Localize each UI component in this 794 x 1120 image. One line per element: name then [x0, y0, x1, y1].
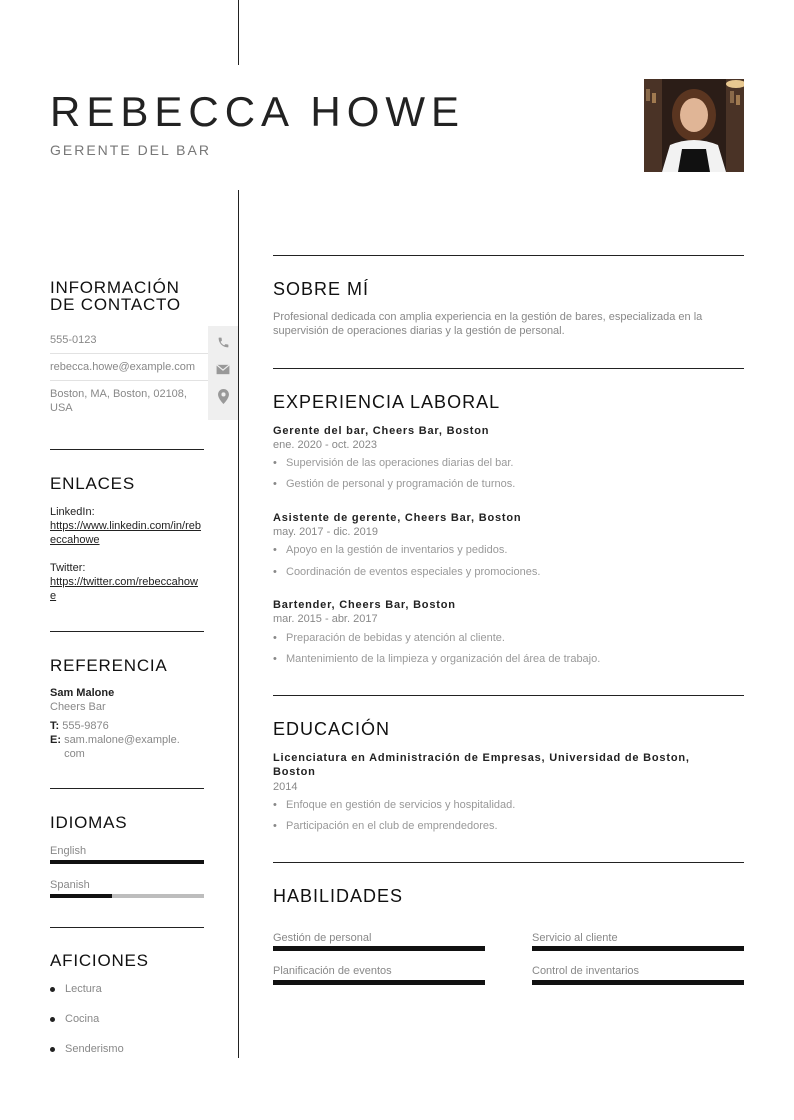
section-divider — [50, 449, 204, 450]
candidate-name: REBECCA HOWE — [50, 88, 466, 135]
about-text: Profesional dedicada con amplia experiencia en la gestión de bares, especializada en la supervisión de operaciones diarias y la gestión de personal. — [273, 311, 703, 337]
education-year: 2014 — [273, 781, 298, 793]
section-divider — [273, 695, 744, 696]
skill-label: Planificación de eventos — [273, 965, 392, 977]
job-bullet: • Supervisión de las operaciones diarias del bar. — [273, 457, 514, 469]
language-spanish-bar — [50, 894, 204, 898]
education-section-title: EDUCACIÓN — [273, 719, 391, 739]
about-section-title: SOBRE MÍ — [273, 279, 370, 299]
education-degree: Licenciatura en Administración de Empresas, Universidad de Boston, Boston — [273, 752, 690, 778]
section-divider — [273, 862, 744, 863]
contact-icon-column — [208, 326, 238, 420]
job-title: Bartender, Cheers Bar, Boston — [273, 599, 456, 611]
contact-section-title: INFORMACIÓN DE CONTACTO — [50, 278, 181, 314]
job-bullet: • Apoyo en la gestión de inventarios y pedidos. — [273, 544, 508, 556]
contact-phone: 555-0123 — [50, 334, 97, 346]
skill-bar — [273, 980, 485, 985]
reference-name: Sam Malone — [50, 687, 115, 699]
linkedin-link[interactable]: https://www.linkedin.com/in/rebeccahowe — [50, 520, 202, 546]
phone-icon — [208, 328, 238, 356]
skill-label: Control de inventarios — [532, 965, 640, 977]
contact-email: rebecca.howe@example.com — [50, 361, 196, 373]
skill-bar — [532, 946, 744, 951]
job-dates: may. 2017 - dic. 2019 — [273, 526, 378, 538]
job-title: Gerente del bar, Cheers Bar, Boston — [273, 425, 490, 437]
location-icon — [208, 382, 238, 410]
language-english-bar — [50, 860, 204, 864]
skill-label: Gestión de personal — [273, 932, 372, 944]
skill-bar — [273, 946, 485, 951]
column-divider-top — [238, 0, 239, 65]
reference-company: Cheers Bar — [50, 701, 106, 713]
hobbies-section-title: AFICIONES — [50, 951, 149, 970]
linkedin-label: LinkedIn: — [50, 506, 95, 518]
column-divider — [238, 190, 239, 1058]
job-dates: mar. 2015 - abr. 2017 — [273, 613, 378, 625]
hobby-item: Senderismo — [50, 1043, 124, 1055]
section-divider — [273, 255, 744, 256]
reference-email: E: sam.malone@example.com — [50, 734, 180, 760]
languages-section-title: IDIOMAS — [50, 813, 128, 832]
skills-section-title: HABILIDADES — [273, 886, 404, 906]
twitter-label: Twitter: — [50, 562, 86, 574]
job-dates: ene. 2020 - oct. 2023 — [273, 439, 377, 451]
section-divider — [273, 368, 744, 369]
bullet-icon — [50, 1047, 55, 1052]
profile-photo — [644, 79, 744, 172]
section-divider — [50, 788, 204, 789]
candidate-title: GERENTE DEL BAR — [50, 142, 211, 158]
contact-address: Boston, MA, Boston, 02108, USA — [50, 388, 187, 414]
divider — [50, 353, 208, 354]
job-bullet: • Preparación de bebidas y atención al cliente. — [273, 632, 505, 644]
education-bullet: • Enfoque en gestión de servicios y hospitalidad. — [273, 799, 516, 811]
bullet-icon — [50, 987, 55, 992]
section-divider — [50, 927, 204, 928]
job-bullet: • Coordinación de eventos especiales y promociones. — [273, 566, 541, 578]
experience-section-title: EXPERIENCIA LABORAL — [273, 392, 501, 412]
language-english-label: English — [50, 845, 87, 857]
reference-phone: T: 555-9876 — [50, 720, 109, 732]
skill-label: Servicio al cliente — [532, 932, 618, 944]
bullet-icon — [50, 1017, 55, 1022]
links-section-title: ENLACES — [50, 474, 135, 493]
twitter-link[interactable]: https://twitter.com/rebeccahowe — [50, 576, 198, 602]
divider — [50, 380, 208, 381]
job-bullet: • Gestión de personal y programación de turnos. — [273, 478, 516, 490]
job-bullet: • Mantenimiento de la limpieza y organización del área de trabajo. — [273, 653, 601, 665]
language-spanish-label: Spanish — [50, 879, 90, 891]
reference-section-title: REFERENCIA — [50, 656, 168, 675]
hobby-item: Cocina — [50, 1013, 99, 1025]
education-bullet: • Participación en el club de emprendedores. — [273, 820, 498, 832]
section-divider — [50, 631, 204, 632]
job-title: Asistente de gerente, Cheers Bar, Boston — [273, 512, 522, 524]
mail-icon — [208, 355, 238, 383]
skill-bar — [532, 980, 744, 985]
hobby-item: Lectura — [50, 983, 102, 995]
